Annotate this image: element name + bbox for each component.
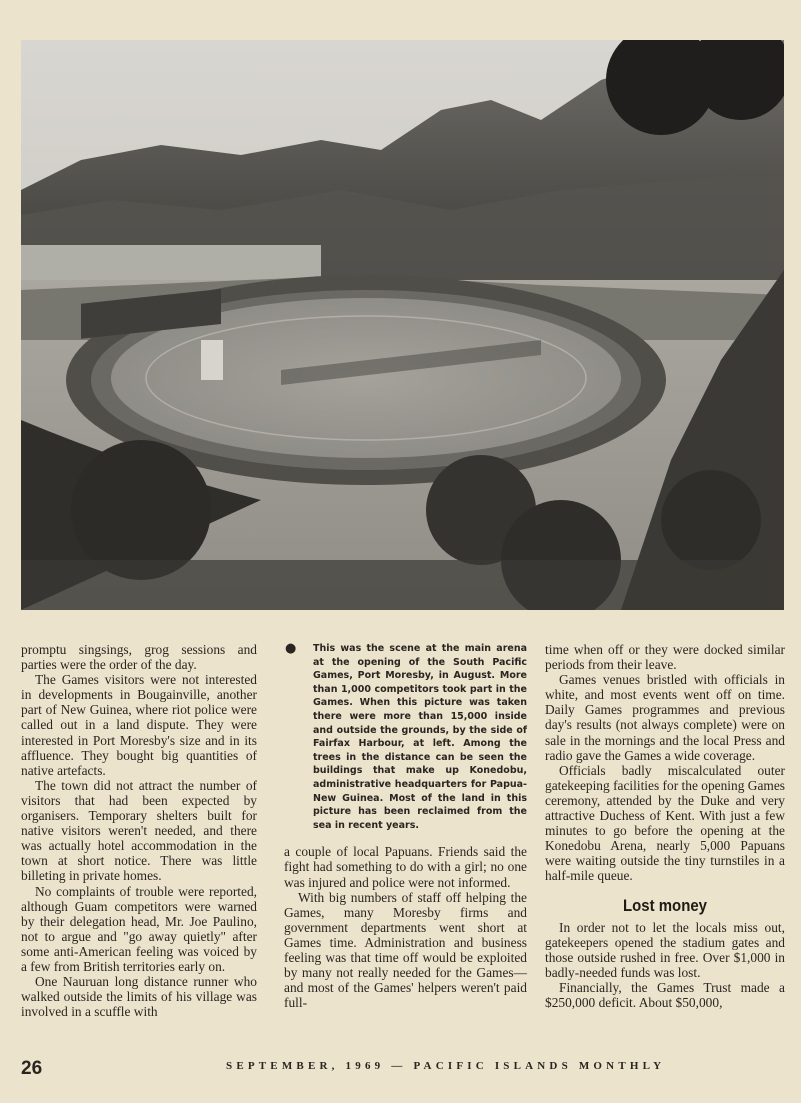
photo-illustration <box>21 40 784 610</box>
paragraph: No complaints of trouble were reported, although Guam competitors were warned by their delegation head, Mr. Joe Paulino, not to argue and "go away quietly" after some anti-American feeling was voiced by a few from British territories early on. <box>21 883 257 974</box>
article-column-1 <box>21 642 257 1019</box>
paragraph: With big numbers of staff off helping the Games, many Moresby firms and government departments went short at Games time. Administration and business feeling was that time off would be exploited by many not really needed for the Games—and most of the Games' helpers weren't paid full- <box>284 889 527 1011</box>
paragraph: time when off or they were docked similar periods from their leave. <box>545 642 785 673</box>
page-footer <box>0 1058 801 1084</box>
paragraph: promptu singsings, grog sessions and parties were the order of the day. <box>21 642 257 673</box>
paragraph: The Games visitors were not interested in developments in Bougainville, another part of New Guinea, where riot police were called out in a land dispute. They were interested in Port Moresby's size and in its affluence. They bought big quantities of native artefacts. <box>21 672 257 778</box>
subheading: Lost money <box>623 895 707 915</box>
photo-caption <box>284 642 527 832</box>
paragraph: Financially, the Games Trust made a $250,000 deficit. About $50,000, <box>545 979 785 1010</box>
paragraph: One Nauruan long distance runner who walked outside the limits of his village was involved in a scuffle with <box>21 974 257 1020</box>
paragraph: Games venues bristled with officials in white, and most events went off on time. Daily Games programmes and previous day's results (not always complete) were on sale in the mornings and the local Press and radio gave the Games a wide coverage. <box>545 672 785 763</box>
stadium-aerial-photo <box>21 40 784 610</box>
paragraph: The town did not attract the number of visitors that had been expected by organisers. Temporary shelters built for native visitors weren't needed, and there was actually hotel accommodation in the town at short notice. There was little billeting in private homes. <box>21 777 257 884</box>
caption-text: This was the scene at the main arena at the opening of the South Pacific Games, Port Moresby, in August. More than 1,000 competitors took part in the Games. When this picture was taken there were more than 15,000 inside and outside the grounds, by the side of Fairfax Harbour, at left. Among the trees in the distance can be seen the buildings that make up Konedobu, administrative headquarters for Papua-New Guinea. Most of the land in this picture has been reclaimed from the sea in recent years. <box>313 643 527 831</box>
running-head: SEPTEMBER, 1969 — PACIFIC ISLANDS MONTHLY <box>226 1060 666 1072</box>
article-column-2 <box>284 642 527 1010</box>
bullet-icon: ● <box>285 641 297 656</box>
paragraph: In order not to let the locals miss out, gatekeepers opened the stadium gates and those outside rushed in free. Over $1,000 in badly-needed funds was lost. <box>545 919 785 980</box>
paragraph: a couple of local Papuans. Friends said the fight had something to do with a girl; no one was injured and police were not informed. <box>284 844 527 890</box>
page-number: 26 <box>21 1058 43 1079</box>
article-column-3 <box>545 642 785 1010</box>
paragraph: Officials badly miscalculated outer gatekeeping facilities for the opening Games ceremony, attended by the Duke and very attractive Duchess of Kent. With just a few minutes to go before the opening at the Konedobu Arena, nearly 5,000 Papuans were waiting outside the tiny turnstiles in a half-mile queue. <box>545 762 785 884</box>
